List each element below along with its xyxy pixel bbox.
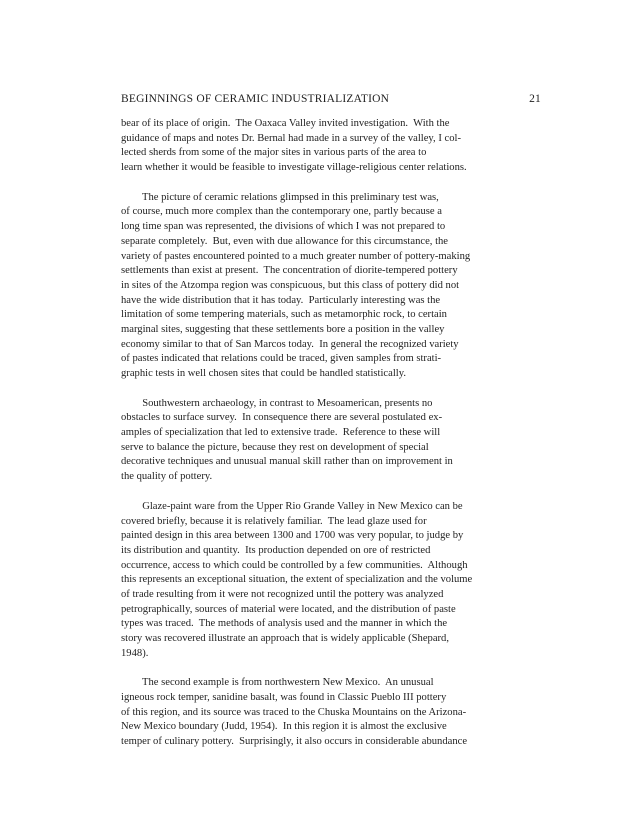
text-line: marginal sites, suggesting that these settlements bore a position in the valley	[121, 323, 445, 335]
text-line: separate completely. But, even with due allowance for this circumstance, the	[121, 235, 449, 247]
text-line: settlements than exist at present. The concentration of diorite-tempered pottery	[121, 265, 458, 277]
page-number: 21	[529, 93, 541, 105]
text-line: its distribution and quantity. Its production depended on ore of restricted	[121, 544, 431, 556]
body-text	[121, 117, 551, 765]
text-line: Southwestern archaeology, in contrast to Mesoamerican, presents no	[121, 397, 433, 409]
text-line: of pastes indicated that relations could be traced, given samples from strati-	[121, 353, 442, 365]
text-line: covered briefly, because it is relatively familiar. The lead glaze used for	[121, 515, 427, 527]
text-line: bear of its place of origin. The Oaxaca Valley invited investigation. With the	[121, 118, 450, 129]
text-line: learn whether it would be feasible to investigate village-religious center relations.	[121, 162, 467, 174]
text-line: The picture of ceramic relations glimpsed in this preliminary test was,	[121, 191, 439, 203]
text-line: occurrence, access to which could be controlled by a few communities. Although	[121, 559, 468, 571]
text-line: of course, much more complex than the contemporary one, partly because a	[121, 206, 442, 218]
text-line: variety of pastes encountered pointed to a much greater number of pottery-making	[121, 250, 471, 262]
paragraph	[121, 397, 551, 485]
text-line: this represents an exceptional situation, the extent of specialization and the volume	[121, 574, 473, 586]
text-line: the quality of pottery.	[121, 471, 213, 483]
text-line: The second example is from northwestern New Mexico. An unusual	[121, 677, 434, 689]
text-line: decorative techniques and unusual manual skill rather than on improvement in	[121, 456, 453, 468]
text-line: petrographically, sources of material were located, and the distribution of paste	[121, 603, 456, 615]
text-line: 1948).	[121, 647, 149, 659]
text-line: graphic tests in well chosen sites that could be handled statistically.	[121, 368, 406, 379]
text-line: of trade resulting from it were not recognized until the pottery was analyzed	[121, 588, 444, 600]
text-line: serve to balance the picture, because they rest on development of special	[121, 441, 429, 453]
text-line: Glaze-paint ware from the Upper Rio Grande Valley in New Mexico can be	[121, 500, 463, 512]
text-line: amples of specialization that led to extensive trade. Reference to these will	[121, 427, 441, 439]
paragraph	[121, 500, 551, 662]
text-line: economy similar to that of San Marcos today. In general the recognized variety	[121, 338, 459, 350]
text-line: story was recovered illustrate an approach that is widely applicable (Shepard,	[121, 633, 449, 644]
text-line: of this region, and its source was traced to the Chuska Mountains on the Arizona-	[121, 706, 467, 718]
text-line: types was traced. The methods of analysis used and the manner in which the	[121, 618, 448, 630]
text-line: painted design in this area between 1300 and 1700 was very popular, to judge by	[121, 530, 464, 542]
paragraph	[121, 676, 551, 749]
text-line: limitation of some tempering materials, such as metamorphic rock, to certain	[121, 309, 447, 321]
text-line: obstacles to surface survey. In consequence there are several postulated ex-	[121, 412, 443, 424]
paragraph	[121, 191, 551, 382]
text-line: temper of culinary pottery. Surprisingly, it also occurs in considerable abundance	[121, 736, 468, 748]
text-line: New Mexico boundary (Judd, 1954). In this region it is almost the exclusive	[121, 721, 447, 733]
text-line: in sites of the Atzompa region was conspicuous, but this class of pottery did not	[121, 279, 460, 291]
text-line: igneous rock temper, sanidine basalt, was found in Classic Pueblo III pottery	[121, 692, 447, 704]
running-title: BEGINNINGS OF CERAMIC INDUSTRIALIZATION	[121, 93, 390, 105]
text-line: guidance of maps and notes Dr. Bernal had made in a survey of the valley, I col-	[121, 132, 461, 144]
text-line: lected sherds from some of the major sites in various parts of the area to	[121, 147, 427, 159]
text-line: have the wide distribution that it has today. Particularly interesting was the	[121, 294, 441, 306]
paragraph	[121, 117, 551, 176]
text-line: long time span was represented, the divisions of which I was not prepared to	[121, 221, 446, 233]
